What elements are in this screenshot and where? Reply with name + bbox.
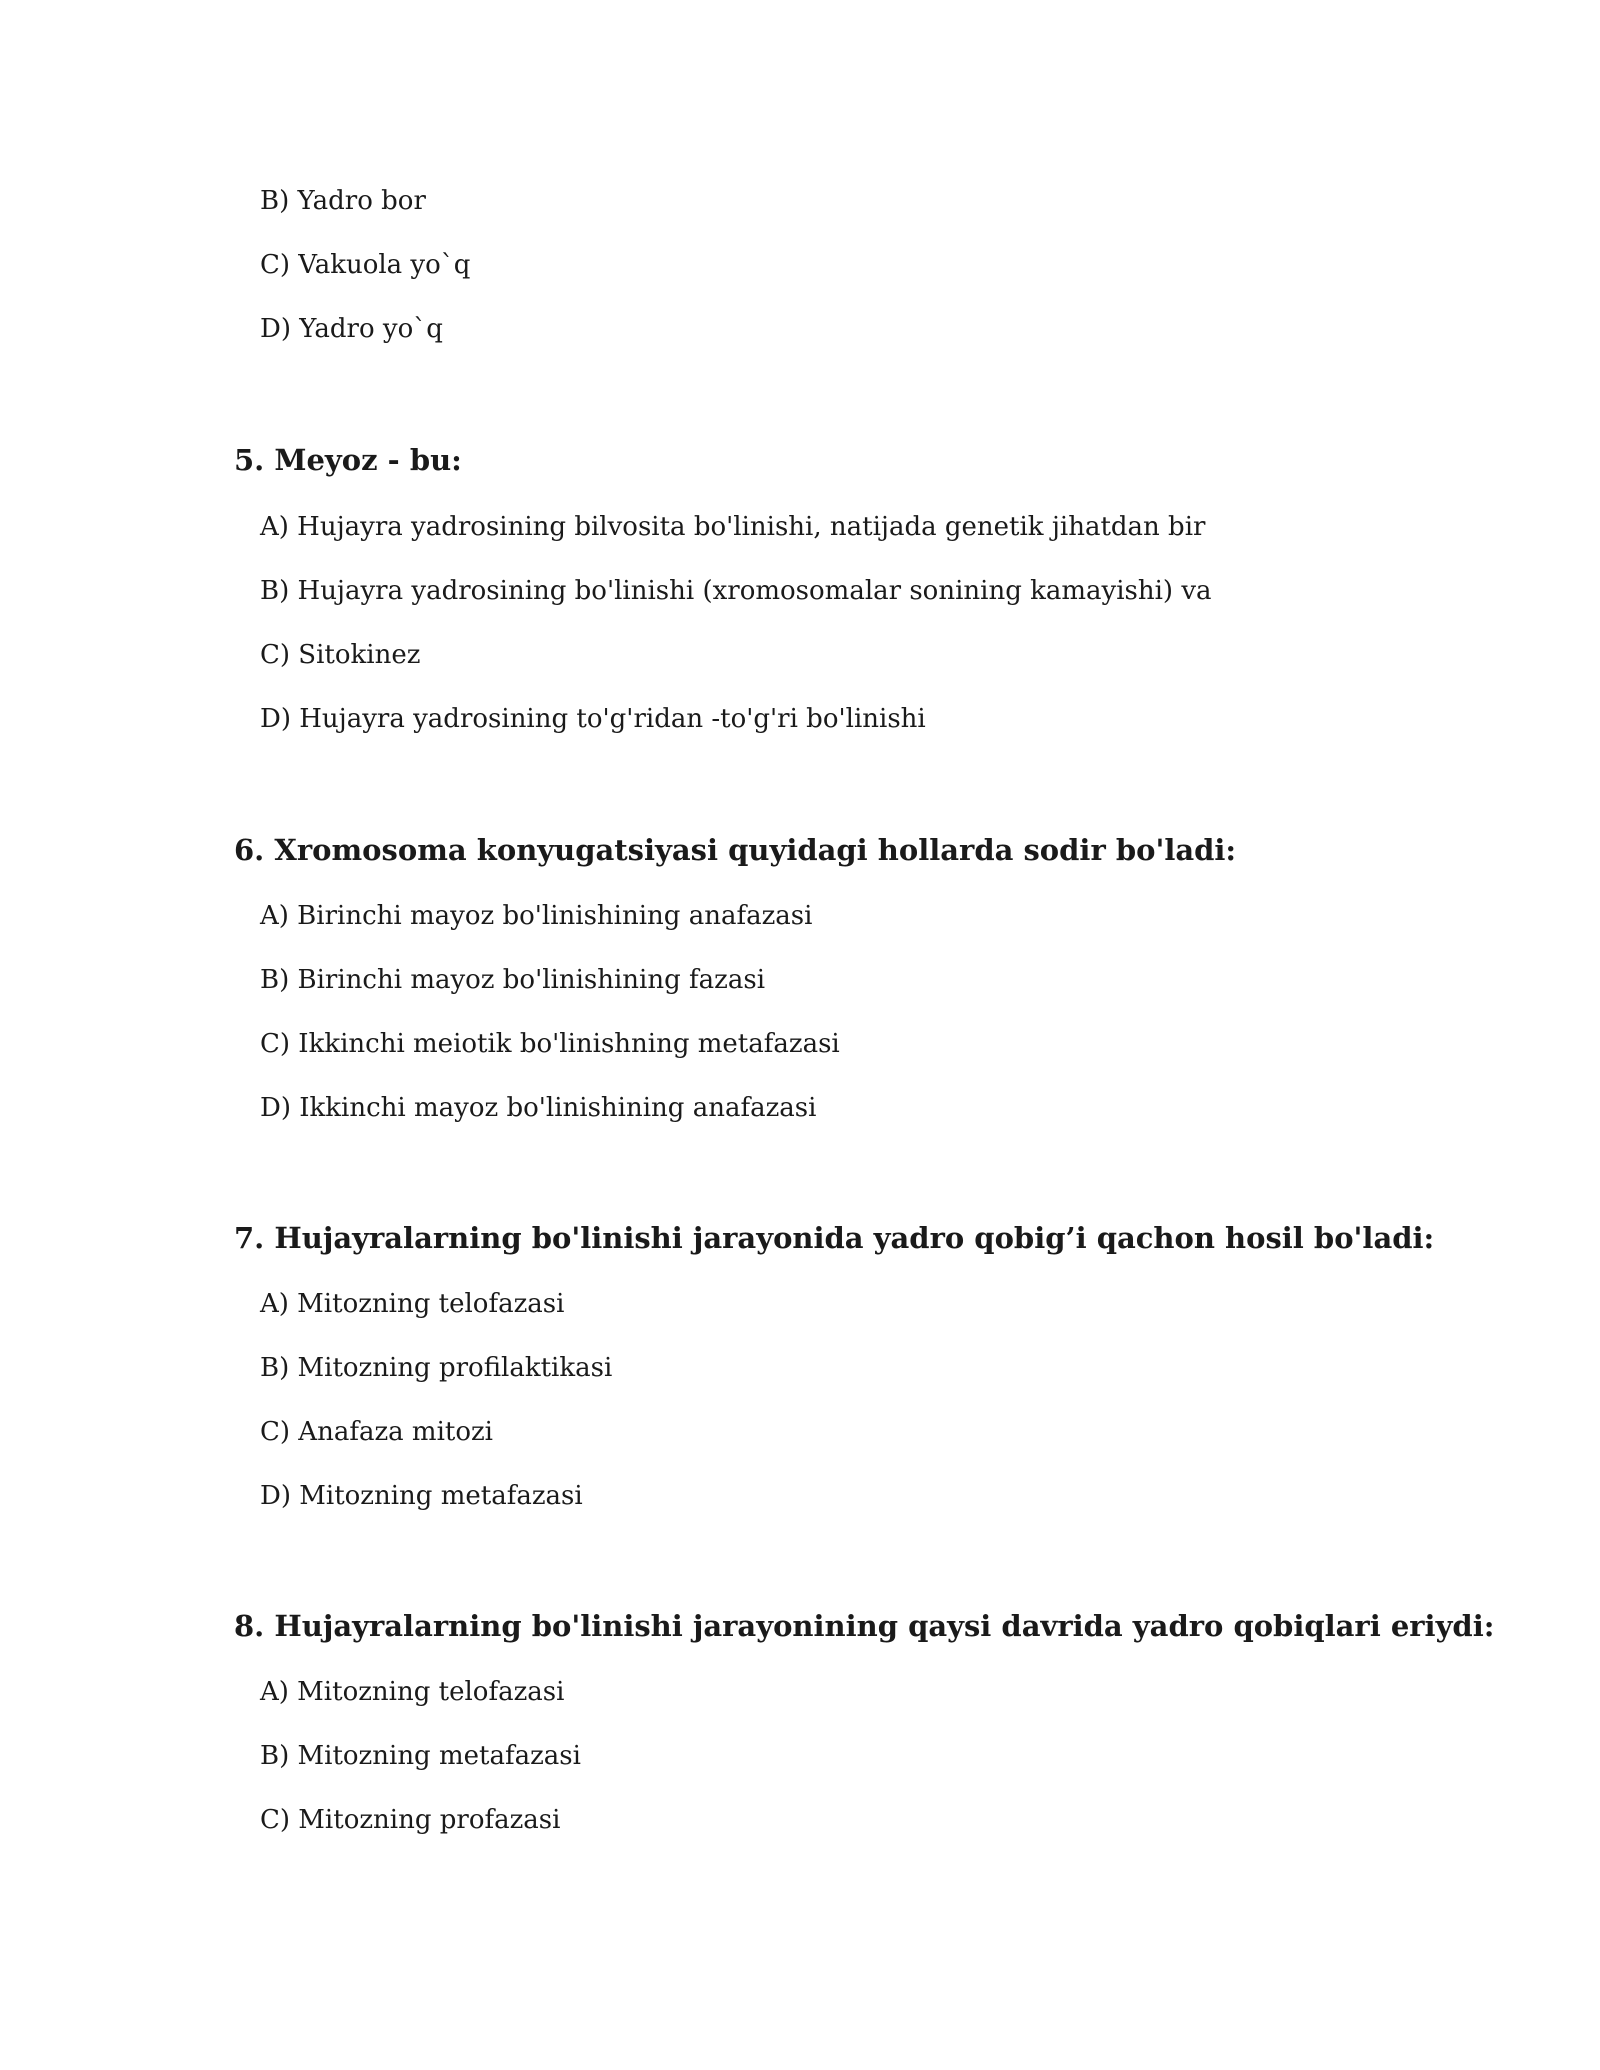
option-b: B) Mitozning metafazasi xyxy=(260,1741,581,1771)
option-d: D) Ikkinchi mayoz bo'linishining anafazasi xyxy=(260,1093,817,1123)
option-c: C) Anafaza mitozi xyxy=(260,1417,493,1447)
option-c: C) Ikkinchi meiotik bo'linishning metafazasi xyxy=(260,1029,840,1059)
option-a: A) Hujayra yadrosining bilvosita bo'linishi, natijada genetik jihatdan bir xyxy=(260,512,1206,542)
option-c: C) Mitozning profazasi xyxy=(260,1805,561,1835)
option-c: C) Vakuola yo`q xyxy=(260,250,471,280)
option-c: C) Sitokinez xyxy=(260,640,421,670)
option-b: B) Hujayra yadrosining bo'linishi (xromosomalar sonining kamayishi) va xyxy=(260,576,1212,606)
question-6-title: 6. Xromosoma konyugatsiyasi quyidagi hollarda sodir bo'ladi: xyxy=(234,833,1237,867)
option-b: B) Birinchi mayoz bo'linishining fazasi xyxy=(260,965,766,995)
option-d: D) Hujayra yadrosining to'g'ridan -to'g'ri bo'linishi xyxy=(260,704,926,734)
question-5-title: 5. Meyoz - bu: xyxy=(234,443,462,477)
option-d: D) Yadro yo`q xyxy=(260,314,443,344)
option-b: B) Mitozning profilaktikasi xyxy=(260,1353,613,1383)
option-a: A) Birinchi mayoz bo'linishining anafazasi xyxy=(260,901,813,931)
question-8-title: 8. Hujayralarning bo'linishi jarayonining qaysi davrida yadro qobiqlari eriydi: xyxy=(234,1609,1495,1643)
option-a: A) Mitozning telofazasi xyxy=(260,1289,565,1319)
option-d: D) Mitozning metafazasi xyxy=(260,1481,583,1511)
question-7-title: 7. Hujayralarning bo'linishi jarayonida yadro qobig’i qachon hosil bo'ladi: xyxy=(234,1221,1435,1255)
option-b: B) Yadro bor xyxy=(260,186,426,216)
option-a: A) Mitozning telofazasi xyxy=(260,1677,565,1707)
